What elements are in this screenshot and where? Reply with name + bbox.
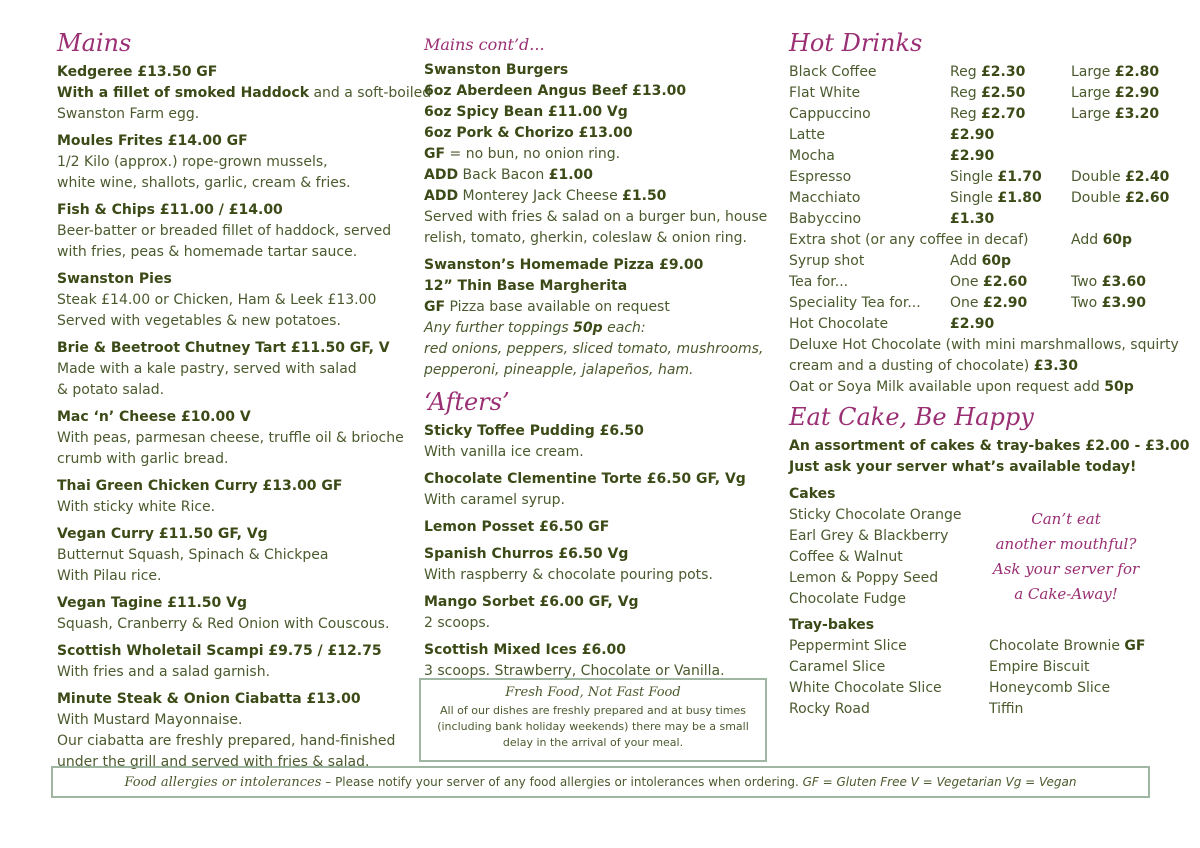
main-item-line: [57, 200, 417, 221]
traybake-name: Chocolate Brownie: [989, 638, 1125, 654]
drink-price-1: [950, 62, 1071, 83]
main-item-text: With a fillet of smoked Haddock: [57, 85, 310, 101]
pizza-text: 12” Thin Base Margherita: [424, 278, 628, 294]
drink-price-2: [1071, 83, 1169, 104]
main-item-text: crumb with garlic bread.: [57, 451, 229, 467]
mains-contd-heading: Mains cont’d...: [424, 35, 545, 54]
drink-price: £3.20: [1114, 106, 1160, 122]
drink-price: £2.80: [1114, 64, 1160, 80]
allergy-footer: [51, 766, 1150, 798]
main-item-line: [57, 731, 417, 752]
fresh-food-title: Fresh Food, Not Fast Food: [505, 685, 681, 700]
drink-name: Flat White: [789, 85, 861, 101]
drink-price-2: [1071, 251, 1146, 272]
extra-shot-add: Add: [1071, 232, 1103, 248]
burger-text: 6oz Spicy Bean £11.00 Vg: [424, 104, 628, 120]
burger-text: Back Bacon: [458, 167, 549, 183]
traybake-name: Honeycomb Slice: [989, 680, 1111, 696]
main-item: [57, 62, 432, 125]
drink-price-2: [1071, 188, 1169, 209]
main-item: [57, 407, 417, 470]
main-item: [57, 593, 417, 635]
drink-size: Single: [950, 169, 998, 185]
main-item-line: [57, 497, 417, 518]
traybake-name: Empire Biscuit: [989, 659, 1090, 675]
deluxe-price: £3.30: [1033, 358, 1079, 374]
main-item-line: [57, 152, 417, 173]
drink-size: Two: [1071, 295, 1102, 311]
drink-price: £3.90: [1101, 295, 1146, 311]
dessert-name: Lemon Posset £6.50 GF: [424, 519, 610, 535]
traybakes-right: [989, 636, 1189, 720]
main-item-line: [57, 407, 417, 428]
deluxe-text: cream and a dusting of chocolate): [789, 358, 1034, 374]
main-item-text: Butternut Squash, Spinach & Chickpea: [57, 547, 329, 563]
main-item-line: [57, 221, 417, 242]
main-item-text: Mac ‘n’ Cheese £10.00 V: [57, 409, 251, 425]
drink-row: [789, 293, 1146, 314]
dessert-item: [424, 469, 784, 511]
main-item-line: [57, 449, 417, 470]
drink-row: [789, 62, 1169, 83]
main-item-text: Brie & Beetroot Chutney Tart £11.50 GF, V: [57, 340, 390, 356]
main-item-text: With sticky white Rice.: [57, 499, 216, 515]
main-item-text: Swanston Pies: [57, 271, 172, 287]
drink-price: £1.30: [950, 211, 995, 227]
drink-name: Babyccino: [789, 211, 862, 227]
drink-name: Macchiato: [789, 190, 861, 206]
oat-price: 50p: [1104, 379, 1134, 395]
main-item-line: [57, 359, 417, 380]
main-item-line: [57, 524, 417, 545]
main-item-text: Our ciabatta are freshly prepared, hand-finished: [57, 733, 396, 749]
drink-price-1: [950, 209, 1071, 230]
drink-row: [789, 251, 1146, 272]
pizza-text: Any further toppings: [424, 320, 574, 336]
dessert-desc: 2 scoops.: [424, 615, 491, 631]
drink-price-1: [950, 167, 1071, 188]
main-item-text: Made with a kale pastry, served with salad: [57, 361, 357, 377]
main-item-text: Served with vegetables & new potatoes.: [57, 313, 341, 329]
drink-size: Large: [1071, 106, 1115, 122]
drink-price: £1.80: [997, 190, 1042, 206]
traybake-diet: GF: [1124, 638, 1146, 654]
pizza-line: [424, 339, 784, 360]
main-item-line: [57, 593, 417, 614]
main-item-text: Kedgeree £13.50 GF: [57, 64, 218, 80]
diet-key: GF = Gluten Free V = Vegetarian Vg = Vegan: [802, 775, 1077, 789]
drink-price: £2.90: [950, 127, 995, 143]
traybakes-heading: Tray-bakes: [789, 617, 875, 633]
main-item-line: [57, 62, 417, 83]
burger-text: £1.00: [548, 167, 594, 183]
dessert-name: Sticky Toffee Pudding £6.50: [424, 423, 644, 439]
main-item-text: Steak £14.00 or Chicken, Ham & Leek £13.00: [57, 292, 377, 308]
main-item-line: [57, 380, 417, 401]
drink-price: £2.90: [950, 148, 995, 164]
traybake-item: White Chocolate Slice: [789, 680, 942, 696]
cake-item: Lemon & Poppy Seed: [789, 570, 939, 586]
drink-price: £2.90: [1114, 85, 1160, 101]
main-item-line: [57, 641, 417, 662]
pizza-text: each:: [602, 320, 646, 336]
burger-line: [424, 207, 784, 228]
pizza-line: [424, 360, 784, 381]
drink-price-1: [950, 293, 1071, 314]
drinks-table-2: [789, 251, 1146, 335]
main-item-text: 1/2 Kilo (approx.) rope-grown mussels,: [57, 154, 328, 170]
drink-price-2: [1071, 146, 1169, 167]
drink-size: Add: [950, 253, 982, 269]
main-item-text: Fish & Chips £11.00 / £14.00: [57, 202, 283, 218]
pizza-line: [424, 297, 784, 318]
drink-size: Double: [1071, 190, 1126, 206]
drink-price-1: [950, 188, 1071, 209]
drink-price: £2.90: [982, 295, 1028, 311]
burger-line: [424, 165, 784, 186]
drink-row: [789, 125, 1169, 146]
pizza-text: 50p: [573, 320, 603, 336]
drink-price-1: [950, 125, 1071, 146]
main-item-text: With Mustard Mayonnaise.: [57, 712, 243, 728]
main-item: [57, 689, 417, 773]
cake-item: Coffee & Walnut: [789, 549, 903, 565]
burger-line: [424, 123, 784, 144]
traybake-item: [989, 699, 1189, 720]
drink-size: Large: [1071, 85, 1115, 101]
traybake-item: Rocky Road: [789, 701, 870, 717]
cake-away-line: Ask your server for: [992, 560, 1140, 578]
drink-price: £2.60: [1125, 190, 1170, 206]
main-item-line: [57, 545, 417, 566]
drink-row: [789, 146, 1169, 167]
cake-intro-1: An assortment of cakes & tray-bakes £2.00 - £3.00: [789, 438, 1190, 454]
traybake-name: Tiffin: [989, 701, 1024, 717]
dessert-desc: With caramel syrup.: [424, 492, 565, 508]
drink-price-2: [1071, 104, 1169, 125]
drink-price: £2.30: [981, 64, 1026, 80]
cake-item: Chocolate Fudge: [789, 591, 907, 607]
main-item-line: [57, 476, 417, 497]
drink-size: Double: [1071, 169, 1126, 185]
fresh-food-notice: [419, 678, 767, 762]
main-item-text: with fries, peas & homemade tartar sauce.: [57, 244, 358, 260]
dessert-item: [424, 592, 784, 634]
hot-drinks-heading: Hot Drinks: [789, 29, 923, 57]
pizza-line: [424, 276, 784, 297]
drink-price: 60p: [981, 253, 1012, 269]
traybake-item: [989, 657, 1189, 678]
drink-price-2: [1071, 272, 1146, 293]
drink-name: Black Coffee: [789, 64, 877, 80]
drink-price-2: [1071, 293, 1146, 314]
traybakes-list: [789, 636, 1189, 720]
traybake-item: [989, 636, 1189, 657]
extra-shot-label: Extra shot (or any coffee in decaf): [789, 232, 1029, 248]
pizza-line: [424, 318, 784, 339]
dessert-name: Scottish Mixed Ices £6.00: [424, 642, 627, 658]
dessert-desc: 3 scoops. Strawberry, Chocolate or Vanilla.: [424, 663, 725, 679]
burger-line: [424, 186, 784, 207]
drink-size: One: [950, 295, 983, 311]
pizza-section: [424, 255, 784, 381]
drink-row: [789, 167, 1169, 188]
main-item-line: [57, 614, 417, 635]
main-item-line: [57, 566, 417, 587]
main-item-line: [57, 338, 417, 359]
drink-row: [789, 104, 1169, 125]
drink-name: Tea for...: [789, 274, 849, 290]
oat-text: Oat or Soya Milk available upon request add: [789, 379, 1105, 395]
main-item-line: [57, 290, 417, 311]
main-item-text: With Pilau rice.: [57, 568, 162, 584]
cake-away-line: Can’t eat: [1031, 510, 1101, 528]
drink-size: Reg: [950, 106, 982, 122]
main-item: [57, 200, 417, 263]
main-item-text: Scottish Wholetail Scampi £9.75 / £12.75: [57, 643, 382, 659]
main-item: [57, 338, 417, 401]
drink-price: £1.70: [997, 169, 1042, 185]
drink-row: [789, 209, 1169, 230]
main-item-line: [57, 311, 417, 332]
pizza-text: Pizza base available on request: [445, 299, 670, 315]
burger-line: [424, 144, 784, 165]
dessert-item: [424, 421, 784, 463]
drink-price-1: [950, 251, 1071, 272]
dessert-desc: With raspberry & chocolate pouring pots.: [424, 567, 713, 583]
drink-name: Speciality Tea for...: [789, 295, 921, 311]
drink-price-2: [1071, 62, 1169, 83]
burger-text: Swanston Burgers: [424, 62, 569, 78]
extra-shot-price: 60p: [1102, 232, 1133, 248]
drink-price: £2.90: [950, 316, 995, 332]
drink-price: £2.70: [981, 106, 1026, 122]
traybake-item: Caramel Slice: [789, 659, 886, 675]
dessert-item: [424, 544, 784, 586]
dessert-name: Mango Sorbet £6.00 GF, Vg: [424, 594, 639, 610]
cakes-heading: Cakes: [789, 486, 836, 502]
drink-size: Large: [1071, 64, 1115, 80]
cake-away-line: a Cake-Away!: [1014, 585, 1118, 603]
main-item-text: white wine, shallots, garlic, cream & fries.: [57, 175, 351, 191]
drink-price-1: [950, 314, 1071, 335]
traybake-item: [989, 678, 1189, 699]
main-item: [57, 524, 417, 587]
traybakes-left: [789, 636, 989, 720]
drink-size: Reg: [950, 85, 982, 101]
burger-text: 6oz Aberdeen Angus Beef £13.00: [424, 83, 687, 99]
burger-text: GF: [424, 146, 446, 162]
main-item-line: [57, 428, 417, 449]
drink-price-1: [950, 83, 1071, 104]
drink-name: Mocha: [789, 148, 835, 164]
mains-contd-column: [424, 32, 784, 688]
drink-price-1: [950, 272, 1071, 293]
burger-text: Served with fries & salad on a burger bun, house: [424, 209, 768, 225]
main-item-line: [57, 131, 417, 152]
drink-price-2: [1071, 167, 1169, 188]
burger-line: [424, 228, 784, 249]
main-item-text: With fries and a salad garnish.: [57, 664, 271, 680]
cake-away-note: [981, 507, 1151, 607]
main-item: [57, 641, 417, 683]
main-item-text: Beer-batter or breaded fillet of haddock, served: [57, 223, 392, 239]
mains-column: [57, 26, 432, 779]
dessert-name: Chocolate Clementine Torte £6.50 GF, Vg: [424, 471, 746, 487]
burger-text: £1.50: [622, 188, 667, 204]
pizza-text: Swanston’s Homemade Pizza £9.00: [424, 257, 704, 273]
drink-name: Cappuccino: [789, 106, 871, 122]
drink-size: Two: [1071, 274, 1102, 290]
main-item-text: Vegan Tagine £11.50 Vg: [57, 595, 247, 611]
burger-text: 6oz Pork & Chorizo £13.00: [424, 125, 633, 141]
drink-name: Espresso: [789, 169, 852, 185]
main-item-text: With peas, parmesan cheese, truffle oil & brioche: [57, 430, 404, 446]
pizza-text: pepperoni, pineapple, jalapeños, ham.: [424, 362, 694, 378]
mains-list: [57, 62, 432, 773]
extra-shot-row: [789, 230, 1189, 251]
drink-row: [789, 188, 1169, 209]
drink-price: £2.60: [982, 274, 1028, 290]
oat-milk-line: [789, 377, 1189, 398]
dessert-name: Spanish Churros £6.50 Vg: [424, 546, 629, 562]
burger-line: [424, 81, 784, 102]
drink-price-2: [1071, 209, 1169, 230]
drink-row: [789, 272, 1146, 293]
main-item-line: [57, 104, 417, 125]
main-item-line: [57, 173, 417, 194]
burger-text: ADD: [424, 188, 459, 204]
main-item: [57, 476, 417, 518]
dessert-desc: With vanilla ice cream.: [424, 444, 584, 460]
drink-size: Single: [950, 190, 998, 206]
drinks-table: [789, 62, 1169, 230]
drink-name: Hot Chocolate: [789, 316, 889, 332]
pizza-text: red onions, peppers, sliced tomato, mushrooms,: [424, 341, 764, 357]
main-item-text: & potato salad.: [57, 382, 165, 398]
main-item-text: Squash, Cranberry & Red Onion with Couscous.: [57, 616, 390, 632]
cake-heading: Eat Cake, Be Happy: [789, 403, 1034, 431]
main-item-line: [57, 662, 417, 683]
main-item-line: [57, 242, 417, 263]
drink-price: £3.60: [1101, 274, 1146, 290]
drink-size: Reg: [950, 64, 982, 80]
main-item-line: [57, 83, 432, 104]
main-item-text: and a soft-boiled: [309, 85, 432, 101]
burger-line: [424, 102, 784, 123]
drink-size: One: [950, 274, 983, 290]
drinks-column: [789, 26, 1189, 720]
main-item: [57, 269, 417, 332]
burger-text: ADD: [424, 167, 459, 183]
drink-row: [789, 83, 1169, 104]
main-item-text: Minute Steak & Onion Ciabatta £13.00: [57, 691, 361, 707]
drink-name: Syrup shot: [789, 253, 865, 269]
allergy-text: – Please notify your server of any food allergies or intolerances when ordering.: [321, 775, 803, 789]
fresh-food-text: All of our dishes are freshly prepared and at busy times (including bank holiday weekends) there may be a small delay in the arrival of your meal.: [437, 704, 749, 749]
main-item-line: [57, 269, 417, 290]
drink-price: £2.50: [981, 85, 1026, 101]
drink-price-2: [1071, 125, 1169, 146]
main-item-text: Vegan Curry £11.50 GF, Vg: [57, 526, 268, 542]
pizza-text: GF: [424, 299, 446, 315]
cake-intro-2: Just ask your server what’s available today!: [789, 459, 1137, 475]
dessert-item: [424, 517, 784, 538]
burger-text: relish, tomato, gherkin, coleslaw & onion ring.: [424, 230, 747, 246]
main-item: [57, 131, 417, 194]
main-item-text: Moules Frites £14.00 GF: [57, 133, 248, 149]
drink-row: [789, 314, 1146, 335]
traybake-item: Peppermint Slice: [789, 638, 907, 654]
drink-price-1: [950, 146, 1071, 167]
burger-line: [424, 60, 784, 81]
pizza-line: [424, 255, 784, 276]
main-item-text: Swanston Farm egg.: [57, 106, 200, 122]
main-item-text: Thai Green Chicken Curry £13.00 GF: [57, 478, 343, 494]
drink-price-2: [1071, 314, 1146, 335]
main-item-line: [57, 710, 417, 731]
cake-item: Sticky Chocolate Orange: [789, 507, 962, 523]
burgers-section: [424, 60, 784, 249]
burger-text: = no bun, no onion ring.: [445, 146, 621, 162]
cake-item: Earl Grey & Blackberry: [789, 528, 949, 544]
afters-heading: ‘Afters’: [424, 388, 510, 416]
main-item-line: [57, 689, 417, 710]
drink-name: Latte: [789, 127, 825, 143]
cake-away-line: another mouthful?: [995, 535, 1137, 553]
burger-text: Monterey Jack Cheese: [458, 188, 623, 204]
mains-heading: Mains: [57, 29, 132, 57]
afters-list: [424, 421, 784, 682]
drink-price: £2.40: [1125, 169, 1170, 185]
deluxe-hot-chocolate-line-2: [789, 356, 1189, 377]
dessert-item: [424, 640, 784, 682]
deluxe-hot-chocolate-line-1: Deluxe Hot Chocolate (with mini marshmallows, squirty: [789, 337, 1179, 353]
allergy-title: Food allergies or intolerances: [124, 775, 322, 790]
drink-price-1: [950, 104, 1071, 125]
main-item-text: under the grill and served with fries & salad.: [57, 754, 370, 770]
